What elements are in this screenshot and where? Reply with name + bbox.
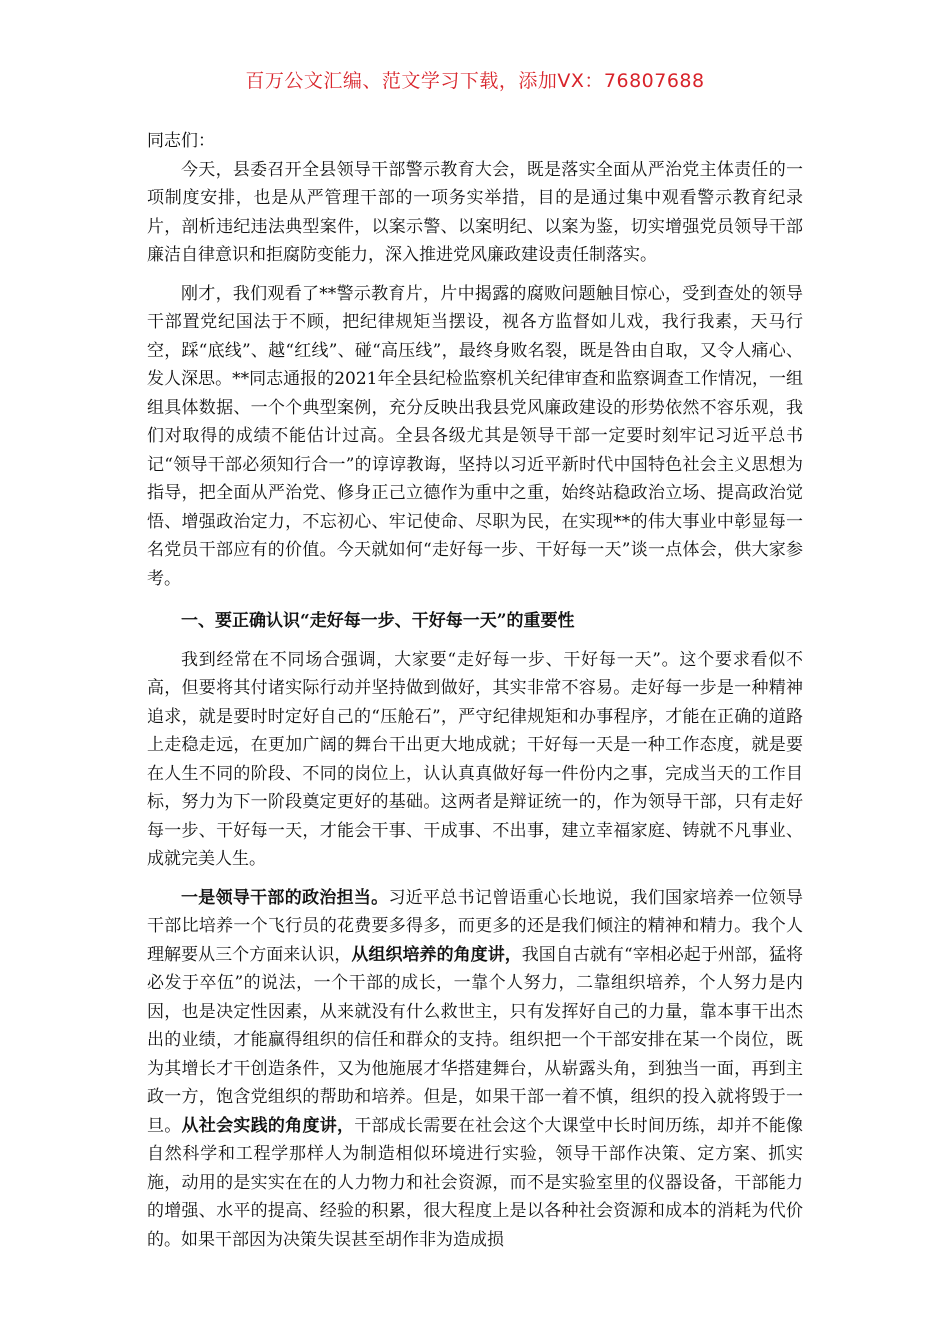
paragraph-video-review: 刚才，我们观看了**警示教育片，片中揭露的腐败问题触目惊心，受到查处的领导干部置党纪国法于不顾，把纪律规矩当摆设，视各方监督如儿戏，我行我素，天马行空，踩“底线”、越“红线”、碰“高压线”，最终身败名裂，既是咎由自取，又令人痛心、发人深思。**同志通报的2021年全县纪检监察机关纪律审查和监察调查工作情况，一组组具体数据、一个个典型案例，充分反映出我县党风廉政建设的形势依然不容乐观，我们对取得的成绩不能估计过高。全县各级尤其是领导干部一定要时刻牢记习近平总书记“领导干部必须知行合一”的谆谆教诲，坚持以习近平新时代中国特色社会主义思想为指导，把全面从严治党、修身正己立德作为重中之重，始终站稳政治立场、提高政治觉悟、增强政治定力，不忘初心、牢记使命、尽职为民，在实现**的伟大事业中彰显每一名党员干部应有的价值。今天就如何“走好每一步、干好每一天”谈一点体会，供大家参考。 (147, 283, 803, 589)
body-text: 习近平总书记曾语重心长地说，我们国家培养一位领导干部比培养一个飞行员的花费要多得多，而更多的还是我们倾注的精神和精力。我个人理解要从三个方面来认识， (147, 887, 804, 965)
lead-phrase: 一是领导干部的政治担当。 (181, 887, 389, 908)
body-text: 我国自古就有“宰相必起于州部，猛将必发于卒伍”的说法，一个干部的成长，一靠个人努力，二靠组织培养，个人努力是内因，也是决定性因素，从来就没有什么救世主，只有发挥好自己的力量，靠本事干出杰出的业绩，才能赢得组织的信任和群众的支持。组织把一个干部安排在某一个岗位，既为其增长才干创造条件，又为他施展才华搭建舞台，从崭露头角，到独当一面，再到主政一方，饱含党组织的帮助和培养。但是，如果干部一着不慎，组织的投入就将毁于一旦。 (147, 944, 804, 1136)
subpoint-social-practice: 从社会实践的角度讲， (181, 1115, 355, 1136)
paragraph-importance: 我到经常在不同场合强调，大家要“走好每一步、干好每一天”。这个要求看似不高，但要将其付诸实际行动并坚持做到做好，其实非常不容易。走好每一步是一种精神追求，就是要时时定好自己的“压舱石”，严守纪律规矩和办事程序，才能在正确的道路上走稳走远，在更加广阔的舞台干出更大地成就；干好每一天是一种工作态度，就是要在人生不同的阶段、不同的岗位上，认认真真做好每一件份内之事，完成当天的工作目标，努力为下一阶段奠定更好的基础。这两者是辩证统一的，作为领导干部，只有走好每一步、干好每一天，才能会干事、干成事、不出事，建立幸福家庭、铸就不凡事业、成就完美人生。 (147, 649, 803, 869)
subpoint-organization: 从组织培养的角度讲， (351, 944, 522, 965)
paragraph-intro: 今天，县委召开全县领导干部警示教育大会，既是落实全面从严治党主体责任的一项制度安排，也是从严管理干部的一项务实举措，目的是通过集中观看警示教育纪录片，剖析违纪违法典型案件，以案示警、以案明纪、以案为鉴，切实增强党员领导干部廉洁自律意识和拒腐防变能力，深入推进党风廉政建设责任制落实。 (147, 159, 803, 265)
body-text: 干部成长需要在社会这个大课堂中长时间历练，却并不能像自然科学和工程学那样人为制造相似环境进行实验，领导干部作决策、定方案、抓实施，动用的是实实在在的人力物力和社会资源，而不是实验室里的仪器设备，干部能力的增强、水平的提高、经验的积累，很大程度上是以各种社会资源和成本的消耗为代价的。如果干部因为决策失误甚至胡作非为造成损 (147, 1115, 804, 1250)
paragraph-political-responsibility (147, 884, 803, 1255)
document-body (147, 127, 803, 1254)
section-heading-1: 一、要正确认识“走好每一步、干好每一天”的重要性 (181, 611, 575, 631)
greeting: 同志们： (147, 131, 215, 151)
watermark-banner: 百万公文汇编、范文学习下载，添加VX：76807688 (245, 70, 705, 92)
